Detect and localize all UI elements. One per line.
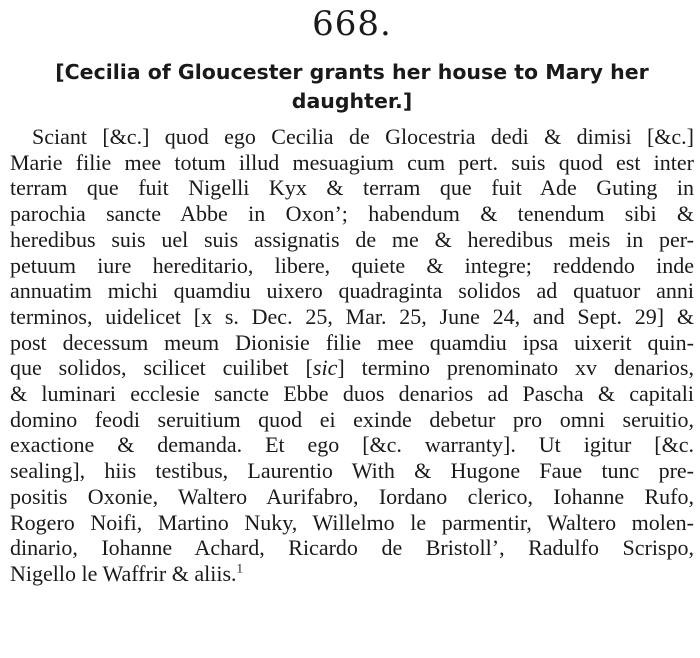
- charter-heading: [30, 58, 674, 116]
- text-line-12: domino feodi seruitium quod ei exinde debetur pro omni seruitio,: [10, 406, 694, 432]
- charter-number: 668.: [312, 4, 392, 44]
- text-line-1: Sciant [&c.] quod ego Cecilia de Glocestria dedi & dimisi [&c.]: [32, 124, 694, 149]
- text-line-16: Rogero Noifi, Martino Nuky, Willelmo le parmentir, Waltero molen-: [10, 509, 694, 535]
- heading-line-1: [Cecilia of Gloucester grants her house to Mary her: [55, 60, 649, 84]
- text-line-17: dinario, Iohanne Achard, Ricardo de Bristoll’, Radulfo Scrispo,: [10, 535, 694, 561]
- text-line-6: petuum iure hereditario, libere, quiete & integre; reddendo inde: [10, 252, 694, 278]
- text-line-2: Marie filie mee totum illud mesuagium cum pert. suis quod est inter: [10, 149, 694, 175]
- heading-line-2: daughter.]: [291, 89, 413, 113]
- footnote-reference: 1: [236, 560, 244, 576]
- text-line-3: terram que fuit Nigelli Kyx & terram que fuit Ade Guting in: [10, 175, 694, 201]
- text-line-5: heredibus suis uel suis assignatis de me & heredibus meis in per-: [10, 226, 694, 252]
- text-line-8: terminos, uidelicet [x s. Dec. 25, Mar. 25, June 24, and Sept. 29] &: [10, 303, 694, 329]
- text-line-10-start: que solidos, scilicet cuilibet [: [10, 355, 313, 381]
- text-line-11: & luminari ecclesie sancte Ebbe duos denarios ad Pascha & capitali: [10, 381, 694, 407]
- text-line-15: positis Oxonie, Waltero Aurifabro, Iordano clerico, Iohanne Rufo,: [10, 483, 694, 509]
- text-line-18-content: Nigello le Waffrir & aliis.: [10, 560, 237, 586]
- text-line-10: [10, 355, 694, 381]
- text-line-14: sealing], hiis testibus, Laurentio With & Hugone Faue tunc pre-: [10, 458, 694, 484]
- text-line-13: exactione & demanda. Et ego [&c. warranty]. Ut igitur [&c.: [10, 432, 694, 458]
- text-line-10-end: ] termino prenominato xv denarios,: [337, 355, 694, 381]
- text-line-7: annuatim michi quamdiu uixero quadraginta solidos ad quatuor anni: [10, 278, 694, 304]
- text-line-9: post decessum meum Dionisie filie mee quamdiu ipsa uixerit quin-: [10, 329, 694, 355]
- text-line-4: parochia sancte Abbe in Oxon’; habendum & tenendum sibi &: [10, 201, 694, 227]
- text-line-18: [10, 561, 694, 587]
- sic-marker: sic: [312, 355, 338, 381]
- charter-text: [10, 124, 694, 587]
